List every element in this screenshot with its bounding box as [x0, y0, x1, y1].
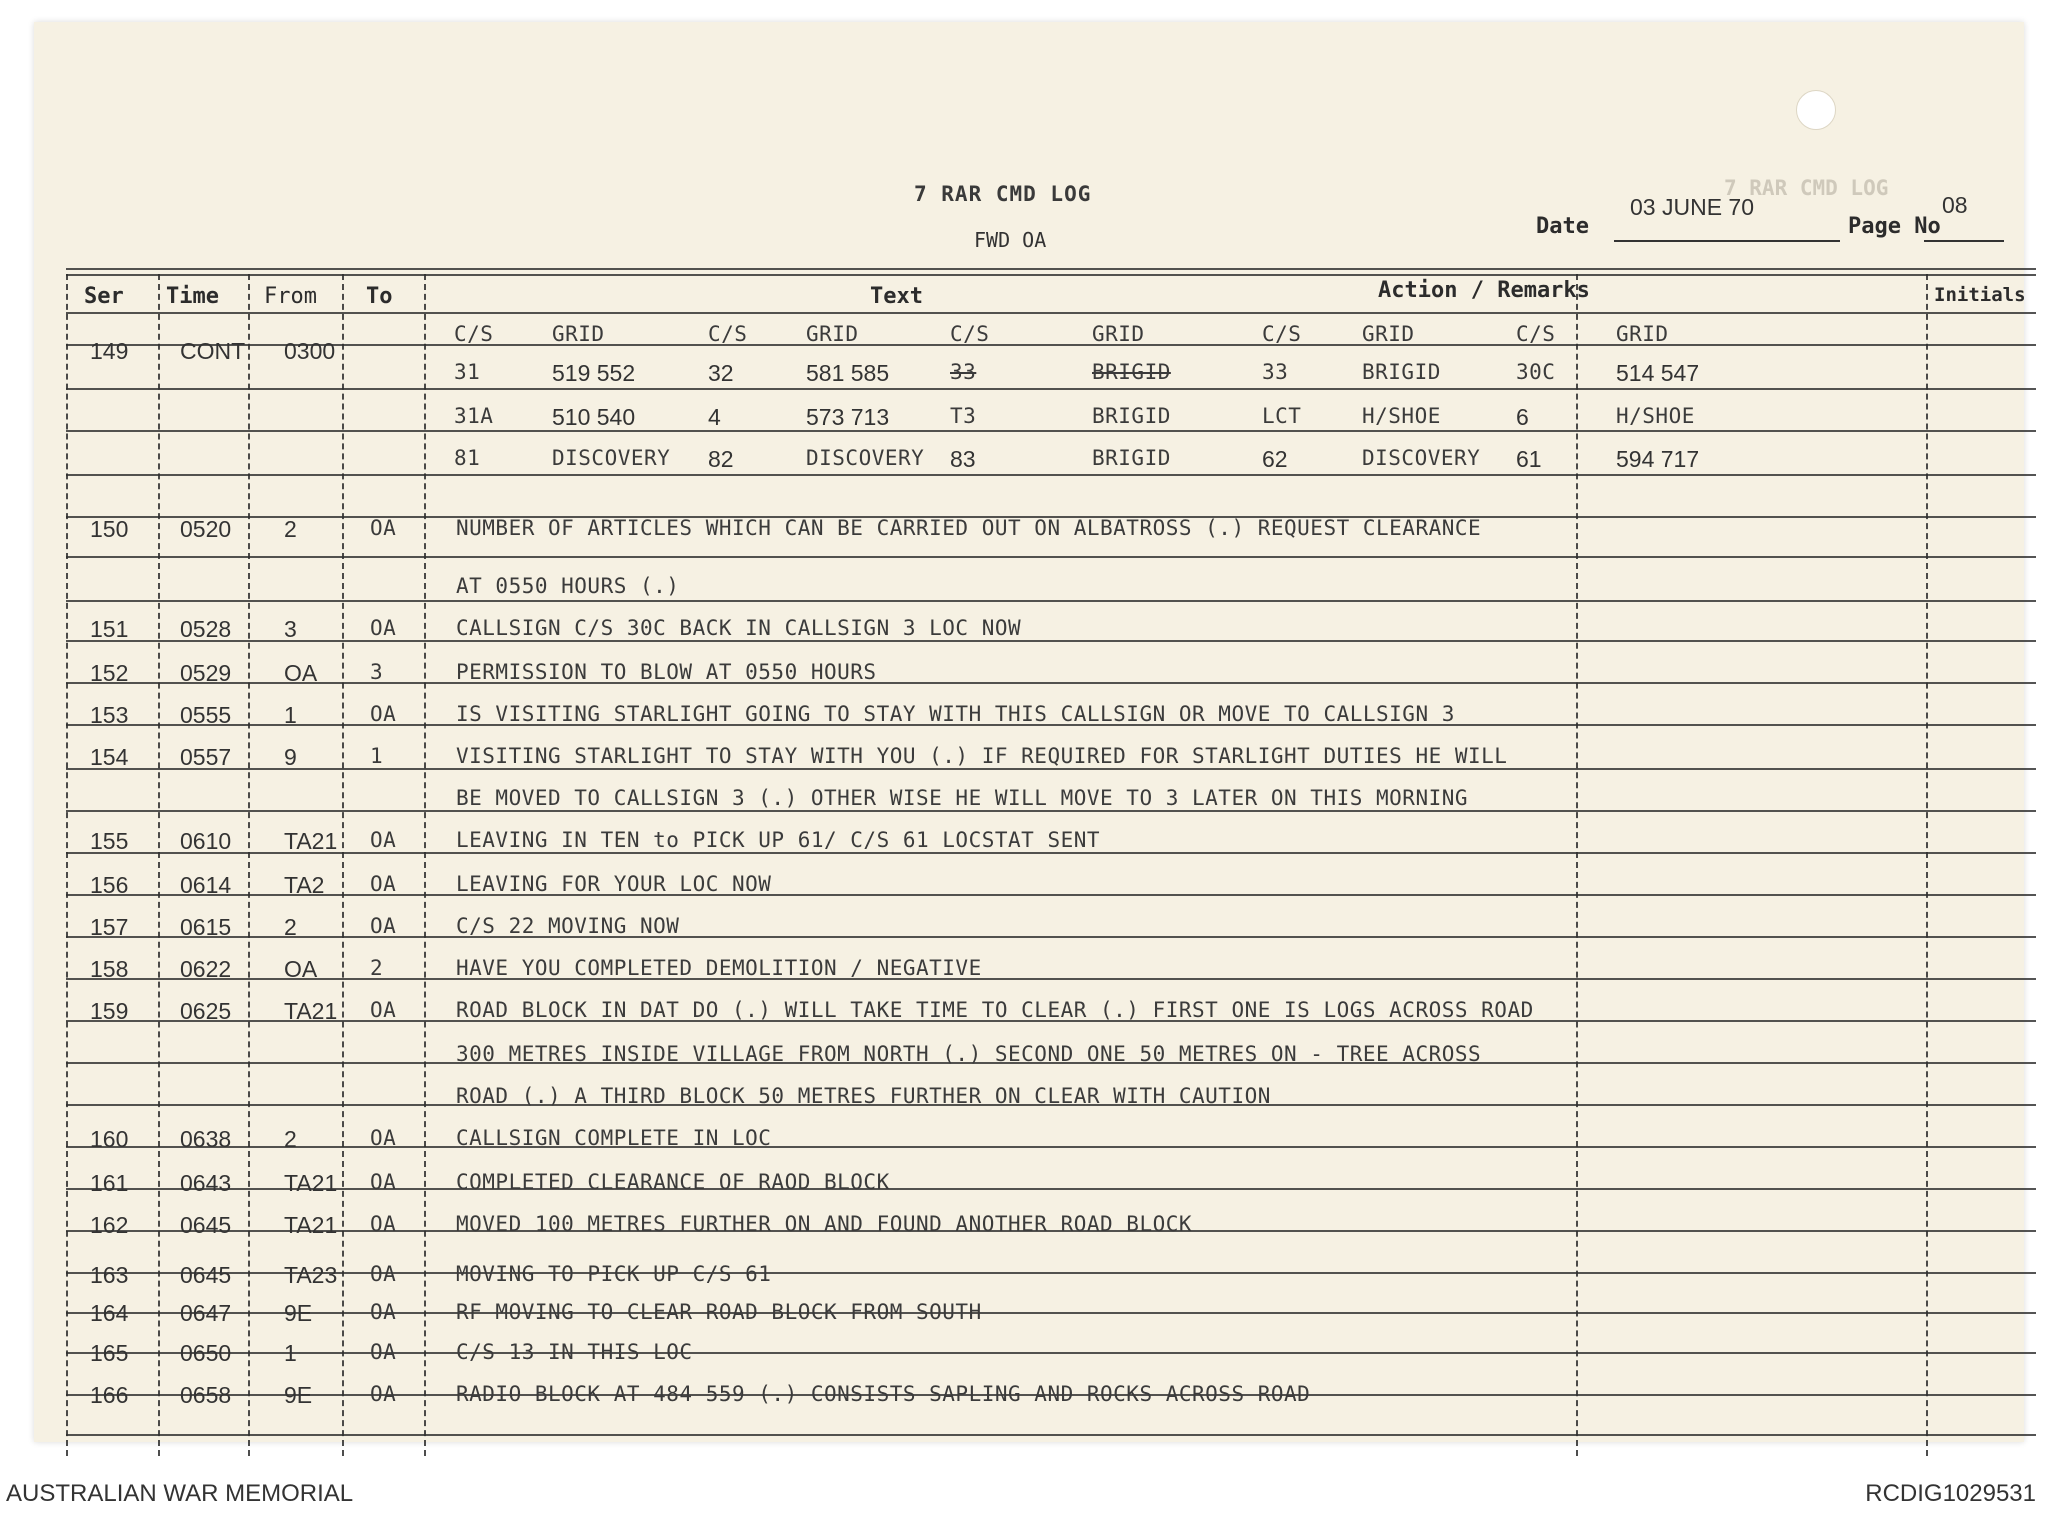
log-entry-row	[34, 616, 2024, 650]
entry-from: TA21	[284, 828, 338, 854]
entry-to: OA	[370, 1170, 397, 1194]
entry-text: ROAD BLOCK IN DAT DO (.) WILL TAKE TIME TO CLEAR (.) FIRST ONE IS LOGS ACROSS ROAD	[456, 998, 1534, 1022]
entry-serial: 158	[90, 956, 129, 982]
date-value: 03 JUNE 70	[1630, 194, 1755, 220]
entry-from: 1	[284, 1340, 297, 1366]
entry-time: 0615	[180, 914, 232, 940]
rule	[66, 268, 2036, 270]
date-underline	[1614, 240, 1840, 242]
log-entry-row	[34, 872, 2024, 906]
entry-time: 0528	[180, 616, 232, 642]
grid-cell: 30C	[1516, 360, 1556, 384]
entry-time: 0658	[180, 1382, 232, 1408]
entry-serial: 151	[90, 616, 129, 642]
entry-time: 0557	[180, 744, 232, 770]
entry-to: OA	[370, 1262, 397, 1286]
entry-from: TA21	[284, 998, 338, 1024]
entry-serial: 154	[90, 744, 129, 770]
punch-hole	[1796, 90, 1836, 130]
entry-time: 0645	[180, 1262, 232, 1288]
entry-text: PERMISSION TO BLOW AT 0550 HOURS	[456, 660, 877, 684]
grid-cell: 514 547	[1616, 360, 1700, 386]
entry-time: 0610	[180, 828, 232, 854]
grid-cell-struck: BRIGID	[1092, 360, 1171, 384]
log-entry-row	[34, 956, 2024, 990]
entry-serial: 157	[90, 914, 129, 940]
grid-row	[34, 446, 2024, 480]
log-entry-row	[34, 1126, 2024, 1160]
log-entry-row	[34, 828, 2024, 862]
entry-serial: 161	[90, 1170, 129, 1196]
grid-header-cell: GRID	[1362, 322, 1415, 346]
grid-cell: LCT	[1262, 404, 1302, 428]
entry-to: OA	[370, 616, 397, 640]
log-entry-row	[34, 786, 2024, 820]
entry-text: CALLSIGN COMPLETE IN LOC	[456, 1126, 772, 1150]
grid-cell: 4	[708, 404, 721, 430]
entry-time: 0625	[180, 998, 232, 1024]
log-subtitle: FWD OA	[974, 228, 1047, 252]
column-header-action: Action / Remarks	[1378, 278, 1590, 303]
rule	[66, 556, 2036, 558]
log-entry-row	[34, 702, 2024, 736]
entry-serial: 165	[90, 1340, 129, 1366]
entry-text: IS VISITING STARLIGHT GOING TO STAY WITH THIS CALLSIGN OR MOVE TO CALLSIGN 3	[456, 702, 1455, 726]
entry-text: ROAD (.) A THIRD BLOCK 50 METRES FURTHER ON CLEAR WITH CAUTION	[456, 1084, 1271, 1108]
entry-time: CONT	[180, 338, 246, 364]
grid-header-cell: C/S	[950, 322, 990, 346]
entry-to: OA	[370, 998, 397, 1022]
grid-cell: DISCOVERY	[806, 446, 925, 470]
grid-header-cell: GRID	[552, 322, 605, 346]
grid-header-cell: C/S	[1516, 322, 1556, 346]
grid-cell: BRIGID	[1362, 360, 1441, 384]
entry-to: OA	[370, 516, 397, 540]
grid-cell: 33	[1262, 360, 1289, 384]
footer-credit: AUSTRALIAN WAR MEMORIAL	[6, 1480, 354, 1507]
entry-to: OA	[370, 828, 397, 852]
entry-text: COMPLETED CLEARANCE OF RAOD BLOCK	[456, 1170, 890, 1194]
entry-time: 0647	[180, 1300, 232, 1326]
log-entry-row	[34, 574, 2024, 608]
grid-cell: 6	[1516, 404, 1529, 430]
footer	[0, 1476, 2048, 1512]
grid-header-cell: GRID	[1616, 322, 1669, 346]
grid-cell: 62	[1262, 446, 1288, 472]
entry-from: 2	[284, 516, 297, 542]
grid-cell: 31A	[454, 404, 494, 428]
entry-to: 1	[370, 744, 384, 768]
grid-cell: 519 552	[552, 360, 636, 386]
entry-text: HAVE YOU COMPLETED DEMOLITION / NEGATIVE	[456, 956, 982, 980]
log-entry-row	[34, 914, 2024, 948]
log-entry-row	[34, 338, 2024, 372]
log-entry-row	[34, 1300, 2024, 1334]
entry-serial: 152	[90, 660, 129, 686]
footer-record-id: RCDIG1029531	[1865, 1480, 2036, 1507]
grid-row	[34, 404, 2024, 438]
grid-cell: 510 540	[552, 404, 636, 430]
entry-serial: 156	[90, 872, 129, 898]
entry-to: OA	[370, 1382, 397, 1406]
entry-text: BE MOVED TO CALLSIGN 3 (.) OTHER WISE HE WILL MOVE TO 3 LATER ON THIS MORNING	[456, 786, 1469, 810]
entry-text: 300 METRES INSIDE VILLAGE FROM NORTH (.) SECOND ONE 50 METRES ON - TREE ACROSS	[456, 1042, 1482, 1066]
column-header-serial: Ser	[84, 284, 124, 309]
entry-text: MOVING TO PICK UP C/S 61	[456, 1262, 772, 1286]
column-header-to: To	[366, 284, 393, 309]
grid-cell: 81	[454, 446, 481, 470]
entry-serial: 159	[90, 998, 129, 1024]
grid-cell: T3	[950, 404, 977, 428]
entry-from: TA21	[284, 1170, 338, 1196]
date-label: Date	[1536, 214, 1589, 239]
entry-to: OA	[370, 1300, 397, 1324]
rule	[66, 312, 2036, 314]
column-header-initials: Initials	[1934, 284, 2026, 306]
entry-serial: 150	[90, 516, 129, 542]
entry-text: MOVED 100 METRES FURTHER ON AND FOUND ANOTHER ROAD BLOCK	[456, 1212, 1193, 1236]
entry-from: TA23	[284, 1262, 338, 1288]
grid-cell: 581 585	[806, 360, 890, 386]
entry-serial: 164	[90, 1300, 129, 1326]
entry-time: 0622	[180, 956, 232, 982]
log-entry-row	[34, 1262, 2024, 1296]
grid-cell: BRIGID	[1092, 404, 1171, 428]
entry-to: OA	[370, 872, 397, 896]
log-entry-row	[34, 744, 2024, 778]
page-value: 08	[1942, 192, 1968, 218]
grid-cell: 82	[708, 446, 734, 472]
log-entry-row	[34, 516, 2024, 550]
entry-text: VISITING STARLIGHT TO STAY WITH YOU (.) IF REQUIRED FOR STARLIGHT DUTIES HE WILL	[456, 744, 1508, 768]
entry-from: 2	[284, 914, 297, 940]
entry-text: LEAVING IN TEN to PICK UP 61/ C/S 61 LOCSTAT SENT	[456, 828, 1101, 852]
grid-header-cell: GRID	[806, 322, 859, 346]
entry-from: 1	[284, 702, 297, 728]
entry-serial: 155	[90, 828, 129, 854]
entry-from: OA	[284, 660, 318, 686]
grid-cell: DISCOVERY	[552, 446, 671, 470]
grid-cell: 573 713	[806, 404, 890, 430]
entry-serial: 163	[90, 1262, 129, 1288]
grid-cell: H/SHOE	[1362, 404, 1441, 428]
entry-serial: 149	[90, 338, 129, 364]
entry-serial: 160	[90, 1126, 129, 1152]
grid-header-cell: C/S	[454, 322, 494, 346]
entry-to: OA	[370, 1340, 397, 1364]
entry-text: CALLSIGN C/S 30C BACK IN CALLSIGN 3 LOC NOW	[456, 616, 1022, 640]
entry-serial: 162	[90, 1212, 129, 1238]
log-entry-row	[34, 1084, 2024, 1118]
log-entry-row	[34, 1042, 2024, 1076]
entry-time: 0650	[180, 1340, 232, 1366]
entry-time: 0520	[180, 516, 232, 542]
column-header-text: Text	[870, 284, 923, 309]
column-header-from: From	[264, 284, 317, 309]
grid-header-cell: GRID	[1092, 322, 1145, 346]
entry-from: 3	[284, 616, 297, 642]
grid-cell: H/SHOE	[1616, 404, 1695, 428]
log-entry-row	[34, 1382, 2024, 1416]
entry-to: OA	[370, 1126, 397, 1150]
log-entry-row	[34, 998, 2024, 1032]
grid-cell-struck: 33	[950, 360, 977, 384]
log-entry-row	[34, 1170, 2024, 1204]
column-header-time: Time	[166, 284, 219, 309]
entry-time: 0638	[180, 1126, 232, 1152]
entry-time: 0643	[180, 1170, 232, 1196]
log-entry-row	[34, 1340, 2024, 1374]
rule	[66, 1434, 2036, 1436]
grid-cell: 61	[1516, 446, 1542, 472]
entry-from: TA2	[284, 872, 325, 898]
entry-to: OA	[370, 702, 397, 726]
entry-text: LEAVING FOR YOUR LOC NOW	[456, 872, 772, 896]
entry-text: RADIO BLOCK AT 484 559 (.) CONSISTS SAPLING AND ROCKS ACROSS ROAD	[456, 1382, 1311, 1406]
entry-text: RF MOVING TO CLEAR ROAD BLOCK FROM SOUTH	[456, 1300, 982, 1324]
entry-text: NUMBER OF ARTICLES WHICH CAN BE CARRIED OUT ON ALBATROSS (.) REQUEST CLEARANCE	[456, 516, 1482, 540]
entry-text: C/S 13 IN THIS LOC	[456, 1340, 693, 1364]
grid-cell: DISCOVERY	[1362, 446, 1481, 470]
grid-header-cell: C/S	[708, 322, 748, 346]
entry-serial: 153	[90, 702, 129, 728]
page-underline	[1924, 240, 2004, 242]
entry-text: AT 0550 HOURS (.)	[456, 574, 680, 598]
entry-time: 0529	[180, 660, 232, 686]
entry-to: 3	[370, 660, 384, 684]
entry-from: 2	[284, 1126, 297, 1152]
entry-time: 0555	[180, 702, 232, 728]
log-entry-row	[34, 1212, 2024, 1246]
entry-time: 0614	[180, 872, 232, 898]
entry-from: 9E	[284, 1382, 313, 1408]
grid-cell: 594 717	[1616, 446, 1700, 472]
entry-from: TA21	[284, 1212, 338, 1238]
grid-header-cell: C/S	[1262, 322, 1302, 346]
entry-serial: 166	[90, 1382, 129, 1408]
entry-from: OA	[284, 956, 318, 982]
ghost-title: 7 RAR CMD LOG	[1724, 176, 1889, 200]
grid-cell: 31	[454, 360, 481, 384]
entry-from: 9E	[284, 1300, 313, 1326]
entry-to: OA	[370, 1212, 397, 1236]
log-sheet	[34, 22, 2024, 1442]
page-label: Page No	[1848, 214, 1941, 239]
grid-cell: BRIGID	[1092, 446, 1171, 470]
log-title: 7 RAR CMD LOG	[914, 182, 1092, 206]
entry-from: 9	[284, 744, 297, 770]
log-entry-row	[34, 660, 2024, 694]
entry-to: 2	[370, 956, 384, 980]
entry-from: 0300	[284, 338, 336, 364]
entry-to: OA	[370, 914, 397, 938]
grid-cell: 83	[950, 446, 976, 472]
entry-time: 0645	[180, 1212, 232, 1238]
entry-text: C/S 22 MOVING NOW	[456, 914, 680, 938]
grid-cell: 32	[708, 360, 734, 386]
rule	[66, 274, 2036, 276]
